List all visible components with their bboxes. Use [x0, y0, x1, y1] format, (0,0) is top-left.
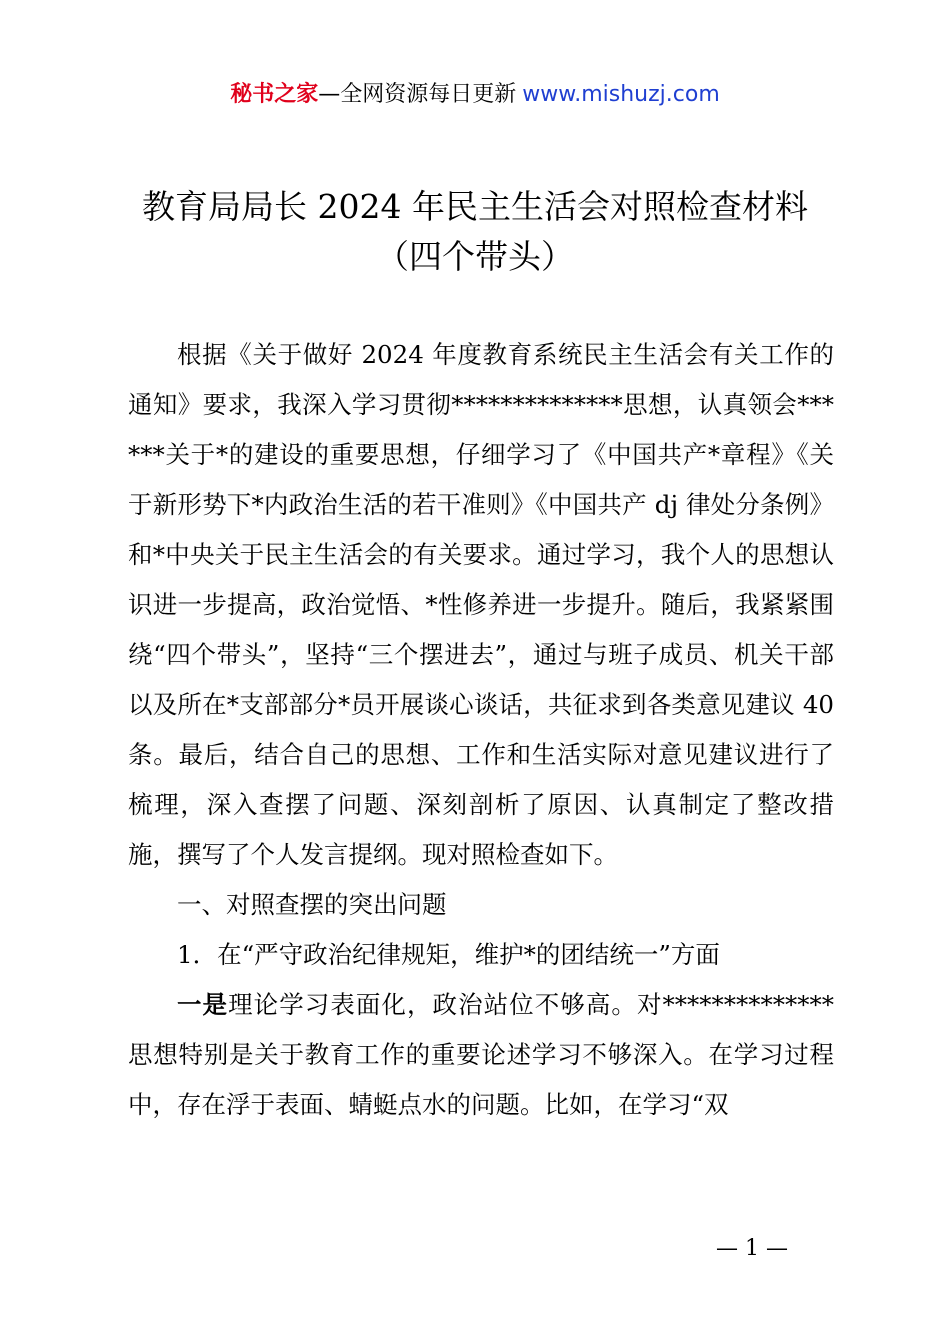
document-title	[40, 182, 910, 282]
subsection-heading: 1．在“严守政治纪律规矩，维护*的团结统一”方面	[177, 940, 720, 969]
site-tagline: —全网资源每日更新	[318, 82, 517, 107]
point-text: 理论学习表面化，政治站位不够高。对**************思想特别是关于教育工作的重要论述学习不够深入。在学习过程中，存在浮于表面、蜻蜓点水的问题。比如，在学习“双	[128, 990, 835, 1119]
point-lead: 一是	[177, 990, 229, 1019]
section-heading: 一、对照查摆的突出问题	[177, 890, 447, 919]
intro-paragraph: 根据《关于做好 2024 年度教育系统民主生活会有关工作的通知》要求，我深入学习贯彻**************思想，认真领会******关于*的建设的重要思想，仔细学习了《中国共产*章程》《关于新形势下*内政治生活的若干准则》《中国共产 dj 律处分条例》和*中央关于民主生活会的有关要求。通过学习，我个人的思想认识进一步提高，政治觉悟、*性修养进一步提升。随后，我紧紧围绕“四个带头”，坚持“三个摆进去”，通过与班子成员、机关干部以及所在*支部部分*员开展谈心谈话，共征求到各类意见建议 40 条。最后，结合自己的思想、工作和生活实际对意见建议进行了梳理，深入查摆了问题、深刻剖析了原因、认真制定了整改措施，撰写了个人发言提纲。现对照检查如下。	[128, 340, 834, 869]
point-paragraph	[128, 980, 834, 1130]
document-body	[128, 330, 834, 1130]
title-line-2: （四个带头）	[376, 237, 574, 276]
title-line-1: 教育局局长 2024 年民主生活会对照检查材料	[142, 187, 808, 226]
site-header	[0, 78, 950, 112]
site-brand: 秘书之家	[230, 82, 319, 107]
page-number: — 1 —	[716, 1236, 788, 1261]
site-url-link[interactable]: www.mishuzj.com	[522, 82, 720, 107]
